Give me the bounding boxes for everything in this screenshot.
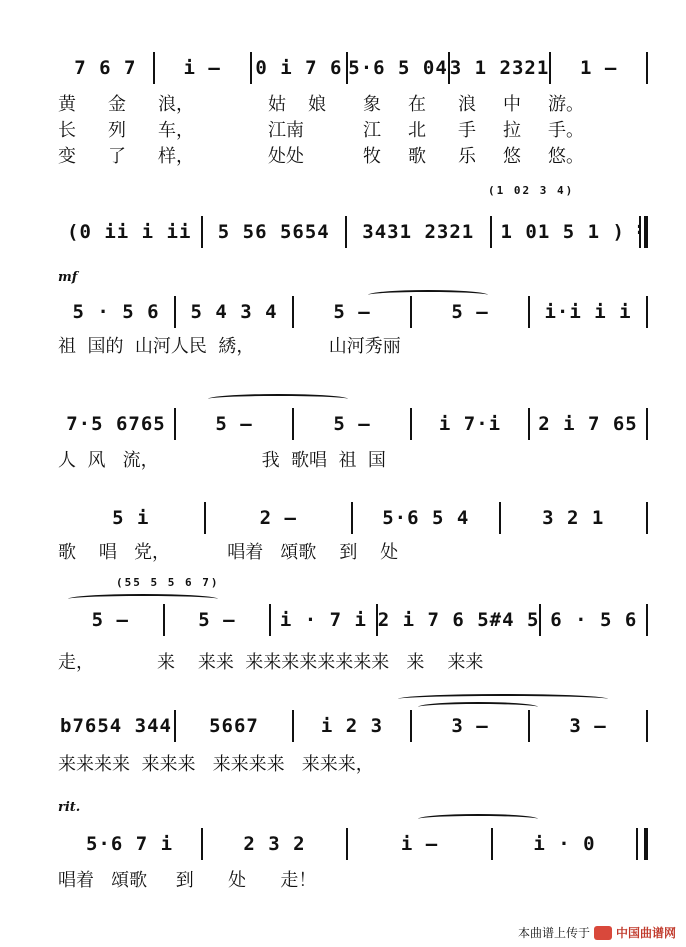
notes-row-4	[58, 410, 648, 438]
measure: 1 –	[579, 57, 618, 79]
score-row-1	[58, 50, 648, 170]
notes-row-8	[58, 830, 648, 858]
measure: i · 7 i	[279, 609, 367, 631]
lyric-line: 来来来来 来来来 来来来来 来来来，	[58, 754, 374, 775]
lyric-verse-2: 长 列 车， 江南 江 北 手 拉 手。	[58, 120, 584, 141]
tie-mark	[418, 814, 538, 824]
measure: 5667	[209, 715, 259, 737]
measure: 3 1 2321	[449, 57, 550, 79]
measure: 7·5 6765	[66, 413, 166, 435]
measure: 5·6 5 04	[348, 57, 448, 79]
score-row-3	[58, 270, 648, 357]
footer-text: 本曲谱上传于	[517, 926, 590, 940]
barline	[646, 502, 648, 534]
measure: 5 i	[112, 507, 150, 529]
measure: (0 ii i ii	[67, 221, 192, 243]
footer-site: 中国曲谱网	[615, 926, 676, 940]
tie-mark	[208, 394, 348, 404]
measure: 5 –	[451, 301, 489, 323]
measure: 2 i 7 6 5#4 5	[377, 609, 540, 631]
site-logo-icon	[594, 926, 612, 940]
barline	[646, 296, 648, 328]
tempo-marking: rit.	[58, 800, 81, 815]
notes-row-7	[58, 712, 648, 740]
measure: 5·6 5 4	[382, 507, 470, 529]
barline	[646, 604, 648, 636]
score-row-4	[58, 388, 648, 471]
measure: b7654 344	[60, 715, 172, 737]
measure: 5 4 3 4	[190, 301, 278, 323]
instrumental-note: (55 5 5 6 7)	[116, 576, 220, 589]
lyric-line: 祖 国的 山河人民 綉， 山河秀丽	[58, 336, 401, 357]
lyric-line: 唱着 頌歌 到 处 走！	[58, 870, 317, 891]
measure: 2 3 2	[243, 833, 306, 855]
measure: i –	[183, 57, 221, 79]
measure: 2 i 7 65	[538, 413, 638, 435]
measure: i 7·i	[438, 413, 502, 435]
measure: i·i i i	[544, 301, 632, 323]
measure: 5 –	[198, 609, 236, 631]
measure: i 2 3	[320, 715, 384, 737]
measure: 5 –	[333, 301, 371, 323]
score-row-7	[58, 690, 648, 780]
measure: 3 –	[451, 715, 489, 737]
dynamic-marking: mf	[58, 270, 78, 285]
score-row-6	[58, 576, 648, 676]
measure: 0 i 7 6	[255, 57, 343, 79]
final-barline	[636, 828, 648, 860]
notes-row-5	[58, 504, 648, 532]
measure: 2 –	[259, 507, 297, 529]
measure: 3431 2321	[362, 221, 475, 243]
notes-row-1	[58, 54, 648, 82]
measure: 5 –	[333, 413, 371, 435]
footer-watermark	[518, 924, 676, 941]
measure: 5 56 5654	[217, 221, 330, 243]
tie-mark	[418, 702, 538, 712]
instrumental-note: (1 02 3 4)	[488, 184, 575, 197]
notes-row-2	[58, 218, 648, 246]
measure: 1 01 5 1 )	[500, 221, 625, 243]
measure: 6 · 5 6	[550, 609, 638, 631]
notes-row-6	[58, 606, 648, 634]
measure: 5 · 5 6	[72, 301, 160, 323]
measure: 3 2 1	[542, 507, 605, 529]
measure: 3 –	[569, 715, 607, 737]
notes-row-3	[58, 298, 648, 326]
barline	[646, 408, 648, 440]
lyric-line: 走， 来 来来 来来来来来来来来 来 来来	[58, 652, 484, 673]
lyric-line: 人 风 流， 我 歌唱 祖 国	[58, 450, 386, 471]
measure: 5 –	[215, 413, 253, 435]
score-row-8	[58, 800, 648, 900]
score-row-5	[58, 490, 648, 570]
lyric-line: 歌 唱 党， 唱着 頌歌 到 处	[58, 542, 399, 563]
measure: i · 0	[533, 833, 596, 855]
measure: 7 6 7	[74, 57, 137, 79]
measure: i –	[400, 833, 439, 855]
barline	[646, 710, 648, 742]
lyric-verse-1: 黄 金 浪， 姑 娘 象 在 浪 中 游。	[58, 94, 584, 115]
tie-mark	[68, 594, 218, 604]
measure: 5 –	[91, 609, 129, 631]
lyric-verse-3: 变 了 样， 处处 牧 歌 乐 悠 悠。	[58, 146, 584, 167]
score-row-2	[58, 180, 648, 260]
barline	[646, 52, 648, 84]
repeat-barline	[634, 216, 648, 248]
measure: 5·6 7 i	[85, 833, 174, 855]
